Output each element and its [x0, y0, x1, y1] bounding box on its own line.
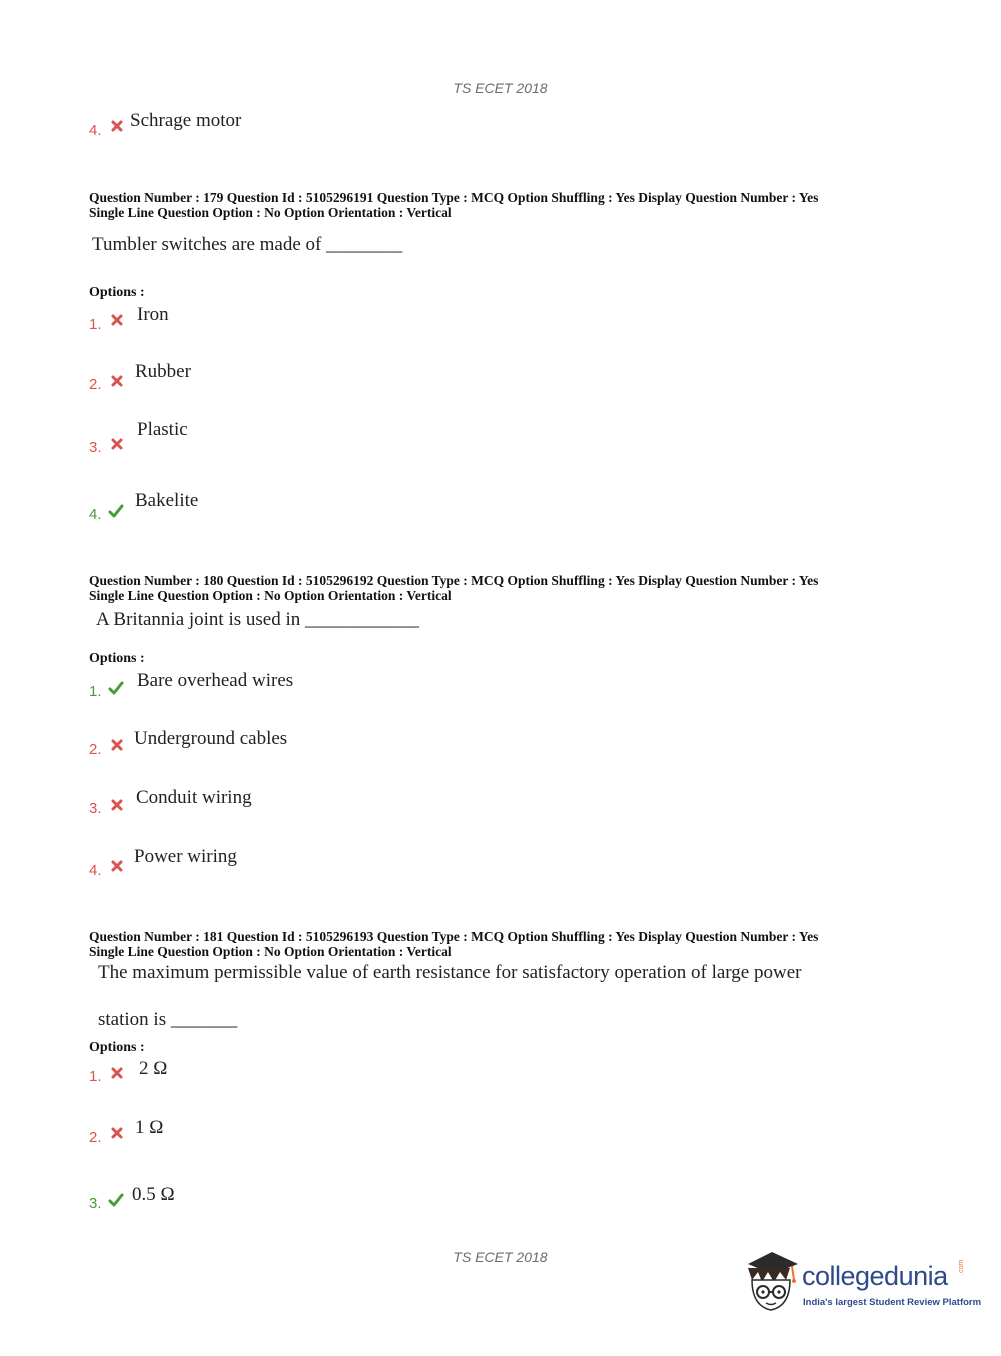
- question-meta-line2: Single Line Question Option : No Option Orientation : Vertical: [89, 205, 452, 220]
- option-text: Schrage motor: [130, 110, 242, 131]
- question-text: A Britannia joint is used in ____________: [96, 609, 419, 630]
- question-meta: [89, 929, 919, 959]
- cross-icon: [109, 1065, 125, 1081]
- checkmark-icon: [108, 1192, 124, 1208]
- option-text: Bakelite: [135, 490, 199, 511]
- option-text: Rubber: [135, 361, 191, 382]
- question-text-continued: station is _______: [98, 1009, 238, 1030]
- option-number: 4.: [89, 506, 102, 523]
- option-text: Iron: [137, 304, 169, 325]
- question-meta-line1: Question Number : 181 Question Id : 5105296193 Question Type : MCQ Option Shuffling : Yes Display Question Number : Yes: [89, 929, 819, 944]
- options-label: Options :: [89, 1040, 145, 1055]
- option-text: 1 Ω: [135, 1117, 164, 1138]
- cross-icon: [109, 436, 125, 452]
- option-number: 4.: [89, 862, 102, 879]
- question-meta-line2: Single Line Question Option : No Option Orientation : Vertical: [89, 944, 452, 959]
- logo-name: collegedunia: [802, 1261, 948, 1291]
- option-number: 2.: [89, 741, 102, 758]
- option-number: 1.: [89, 1068, 102, 1085]
- question-meta: [89, 190, 919, 220]
- question-meta-line1: Question Number : 179 Question Id : 5105296191 Question Type : MCQ Option Shuffling : Yes Display Question Number : Yes: [89, 190, 819, 205]
- option-number: 3.: [89, 1195, 102, 1212]
- question-text: Tumbler switches are made of ________: [92, 234, 403, 255]
- option-number: 2.: [89, 376, 102, 393]
- cross-icon: [109, 797, 125, 813]
- cross-icon: [109, 737, 125, 753]
- page-header: TS ECET 2018: [453, 80, 548, 96]
- option-number: 3.: [89, 439, 102, 456]
- option-text: Conduit wiring: [136, 787, 252, 808]
- cross-icon: [109, 373, 125, 389]
- option-text: 0.5 Ω: [132, 1184, 175, 1205]
- option-text: Plastic: [137, 419, 188, 440]
- option-text: Bare overhead wires: [137, 670, 294, 691]
- option-number: 4.: [89, 122, 102, 139]
- options-label: Options :: [89, 651, 145, 666]
- collegedunia-mascot-logo: [742, 1250, 800, 1318]
- cross-icon: [109, 858, 125, 874]
- logo-suffix: .com: [958, 1259, 965, 1275]
- cross-icon: [109, 118, 125, 134]
- option-number: 3.: [89, 800, 102, 817]
- logo-tagline: India's largest Student Review Platform: [803, 1297, 982, 1308]
- checkmark-icon: [108, 503, 124, 519]
- option-text: 2 Ω: [139, 1058, 168, 1079]
- question-text: The maximum permissible value of earth resistance for satisfactory operation of large power: [98, 962, 802, 983]
- question-meta-line1: Question Number : 180 Question Id : 5105296192 Question Type : MCQ Option Shuffling : Yes Display Question Number : Yes: [89, 573, 819, 588]
- page-footer: TS ECET 2018: [453, 1249, 548, 1265]
- question-meta-line2: Single Line Question Option : No Option Orientation : Vertical: [89, 588, 452, 603]
- cross-icon: [109, 1125, 125, 1141]
- option-text: Power wiring: [134, 846, 237, 867]
- question-meta: [89, 573, 919, 603]
- options-label: Options :: [89, 285, 145, 300]
- cross-icon: [109, 312, 125, 328]
- option-number: 2.: [89, 1129, 102, 1146]
- option-number: 1.: [89, 316, 102, 333]
- option-number: 1.: [89, 683, 102, 700]
- checkmark-icon: [108, 680, 124, 696]
- option-text: Underground cables: [134, 728, 288, 749]
